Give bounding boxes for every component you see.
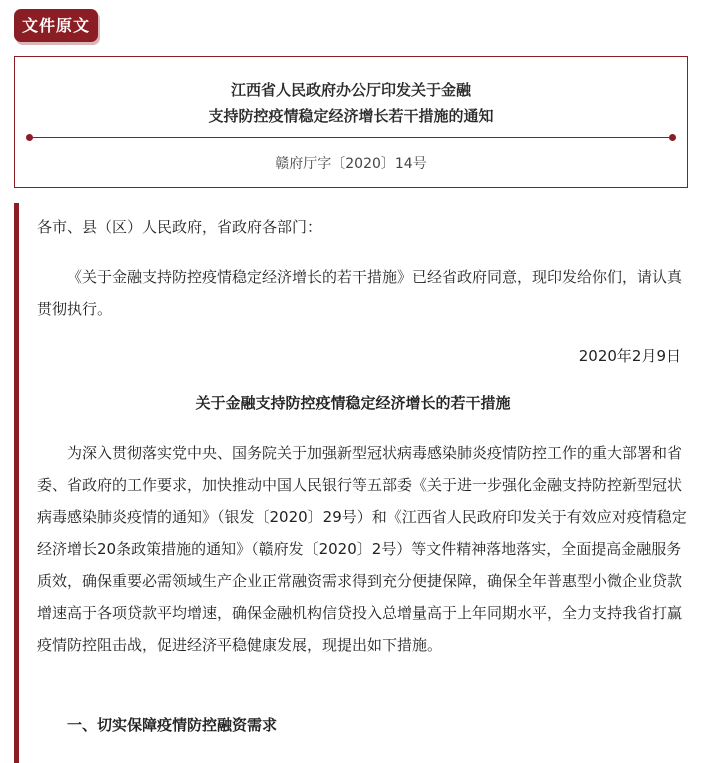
header-divider (29, 137, 673, 138)
document-date: 2020年2月9日 (578, 347, 681, 365)
paragraph-intro: 《关于金融支持防控疫情稳定经济增长的若干措施》已经省政府同意，现印发给你们，请认真贯彻执行。 (37, 268, 683, 318)
document-number: 赣府厅字〔2020〕14号 (275, 156, 427, 172)
divider-dot-right (669, 134, 676, 141)
document-body (14, 203, 687, 763)
document-header (14, 56, 688, 188)
section-heading-1: 一、切实保障疫情防控融资需求 (67, 716, 278, 734)
document-title-line1: 江西省人民政府办公厅印发关于金融 (230, 81, 471, 99)
measures-subtitle: 关于金融支持防控疫情稳定经济增长的若干措施 (195, 394, 511, 412)
original-document-tag: 文件原文 (14, 9, 98, 42)
salutation: 各市、县（区）人民政府，省政府各部门： (37, 218, 323, 236)
paragraph-preamble: 为深入贯彻落实党中央、国务院关于加强新型冠状病毒感染肺炎疫情防控工作的重大部署和省委、省政府的工作要求，加快推动中国人民银行等五部委《关于进一步强化金融支持防控新型冠状病毒感染肺炎疫情的通知》（银发〔2020〕29号）和《江西省人民政府印发关于有效应对疫情稳定经济增长20条政策措施的通知》（赣府发〔2020〕2号）等文件精神落地落实，全面提高金融服务质效，确保重要必需领域生产企业正常融资需求得到充分便捷保障，确保全年普惠型小微企业贷款增速高于各项贷款平均增速，确保金融机构信贷投入总增量高于上年同期水平，全力支持我省打赢疫情防控阻击战，促进经济平稳健康发展，现提出如下措施。 (37, 444, 687, 654)
document-title-line2: 支持防控疫情稳定经济增长若干措施的通知 (208, 107, 494, 125)
